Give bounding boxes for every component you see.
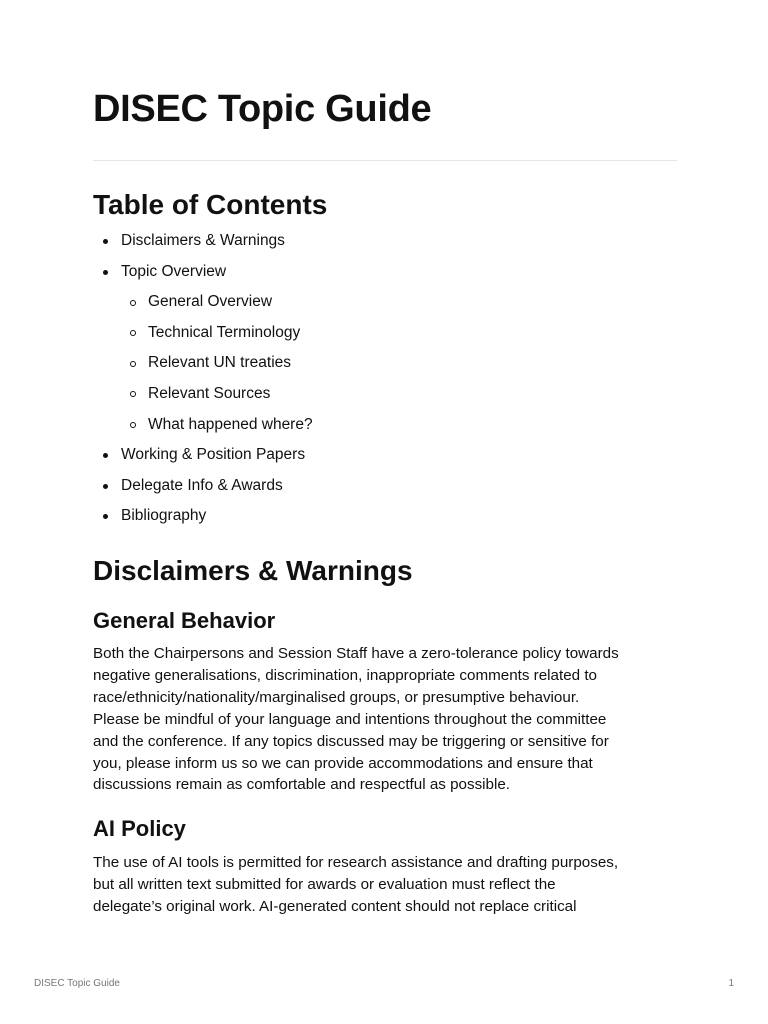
document-title: DISEC Topic Guide bbox=[93, 88, 432, 130]
bullet-icon bbox=[103, 270, 108, 275]
toc-item-label: Topic Overview bbox=[121, 262, 227, 280]
toc-item-label: Technical Terminology bbox=[148, 323, 301, 341]
footer-document-name: DISEC Topic Guide bbox=[34, 978, 120, 989]
paragraph-line: but all written text submitted for awards or evaluation must reflect the bbox=[93, 875, 556, 893]
paragraph-line: and the conference. If any topics discussed may be triggering or sensitive for bbox=[93, 732, 609, 750]
toc-item-label: General Overview bbox=[148, 293, 273, 311]
ai-policy-paragraph bbox=[93, 852, 677, 918]
bullet-icon bbox=[103, 514, 108, 519]
paragraph-line: negative generalisations, discrimination, inappropriate comments related to bbox=[93, 666, 597, 684]
toc-item-label: Bibliography bbox=[121, 507, 207, 525]
paragraph-line: Both the Chairpersons and Session Staff have a zero-tolerance policy towards bbox=[93, 645, 619, 662]
paragraph-line: The use of AI tools is permitted for research assistance and drafting purposes, bbox=[93, 854, 619, 871]
hollow-bullet-icon bbox=[130, 391, 136, 397]
paragraph-line: discussions remain as comfortable and respectful as possible. bbox=[93, 776, 511, 794]
toc-item-label: Relevant UN treaties bbox=[148, 354, 292, 372]
bullet-icon bbox=[103, 453, 108, 458]
hollow-bullet-icon bbox=[130, 422, 136, 428]
toc-heading: Table of Contents bbox=[93, 189, 328, 220]
toc-item-label: Working & Position Papers bbox=[121, 446, 306, 464]
toc-item-label: Relevant Sources bbox=[148, 384, 271, 402]
paragraph-line: Please be mindful of your language and intentions throughout the committee bbox=[93, 710, 607, 728]
paragraph-line: delegate’s original work. AI-generated content should not replace critical bbox=[93, 897, 577, 915]
general-behavior-paragraph bbox=[93, 643, 677, 796]
toc-item-label: What happened where? bbox=[148, 415, 313, 433]
toc-item-label: Disclaimers & Warnings bbox=[121, 232, 285, 249]
paragraph-line: race/ethnicity/nationality/marginalised groups, or presumptive behaviour. bbox=[93, 688, 580, 706]
hollow-bullet-icon bbox=[130, 330, 136, 336]
disclaimers-heading: Disclaimers & Warnings bbox=[93, 555, 413, 586]
footer-page-number: 1 bbox=[728, 978, 734, 989]
toc-item-label: Delegate Info & Awards bbox=[121, 476, 283, 494]
ai-policy-heading: AI Policy bbox=[93, 816, 186, 841]
hollow-bullet-icon bbox=[130, 361, 136, 367]
bullet-icon bbox=[103, 484, 108, 489]
hollow-bullet-icon bbox=[130, 300, 136, 306]
paragraph-line: you, please inform us so we can provide accommodations and ensure that bbox=[93, 754, 593, 772]
bullet-icon bbox=[103, 239, 108, 244]
general-behavior-heading: General Behavior bbox=[93, 608, 276, 633]
title-divider bbox=[93, 160, 677, 161]
